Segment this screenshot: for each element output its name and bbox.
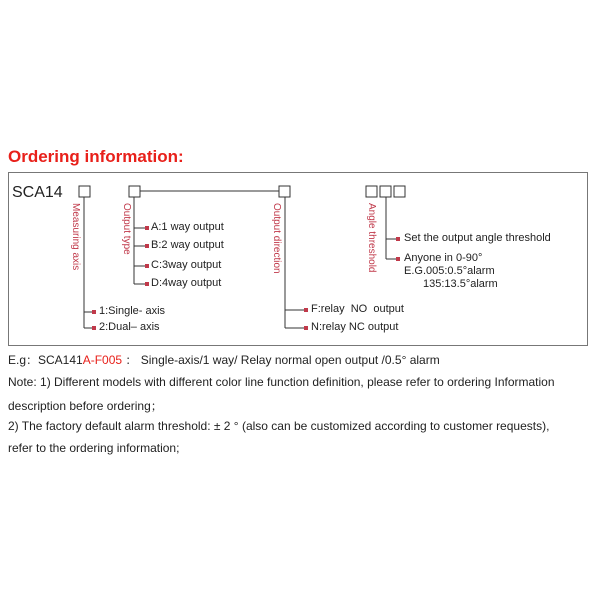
note-line-3: 2) The factory default alarm threshold: ± 2 ° (also can be customized according to customer requests), — [8, 419, 550, 433]
angle-threshold-label: Angle threshold — [366, 203, 377, 273]
output-type-option-d: D:4way output — [151, 277, 222, 289]
axis-code-box — [79, 186, 90, 197]
threshold-digit-box-1 — [366, 186, 377, 197]
measuring-axis-label: Measuring axis — [70, 203, 81, 271]
example-description: ： Single-axis/1 way/ Relay normal open output /0.5° alarm — [125, 353, 440, 367]
note-line-4: refer to the ordering information; — [8, 441, 180, 455]
threshold-example-2: 135:13.5°alarm — [423, 278, 498, 290]
output-direction-code-box — [279, 186, 290, 197]
output-direction-option-n: N:relay NC output — [311, 321, 399, 333]
output-type-label: Output type — [121, 203, 132, 255]
example-prefix: E.g：SCA141 — [8, 353, 83, 367]
model-code: SCA14 — [12, 184, 63, 201]
output-type-option-c: C:3way output — [151, 259, 222, 271]
axis-option-dual: 2:Dual– axis — [99, 321, 160, 333]
output-direction-option-f: F:relay NO output — [311, 303, 404, 315]
section-heading: Ordering information: — [8, 147, 184, 166]
threshold-example-1: E.G.005:0.5°alarm — [404, 265, 495, 277]
output-direction-label: Output direction — [271, 203, 282, 274]
threshold-range-text: Anyone in 0-90° — [404, 252, 483, 264]
output-type-code-box — [129, 186, 140, 197]
note-line-1: Note: 1) Different models with different color line function definition, please refer to ordering Information — [8, 375, 555, 389]
threshold-digit-box-2 — [380, 186, 391, 197]
example-line — [8, 351, 440, 368]
threshold-digit-box-3 — [394, 186, 405, 197]
output-type-option-a: A:1 way output — [151, 221, 224, 233]
note-line-2: description before ordering； — [8, 399, 163, 413]
output-type-option-b: B:2 way output — [151, 239, 224, 251]
threshold-set-label: Set the output angle threshold — [404, 232, 551, 244]
example-code: A-F005 — [82, 353, 123, 367]
axis-option-single: 1:Single- axis — [99, 305, 166, 317]
